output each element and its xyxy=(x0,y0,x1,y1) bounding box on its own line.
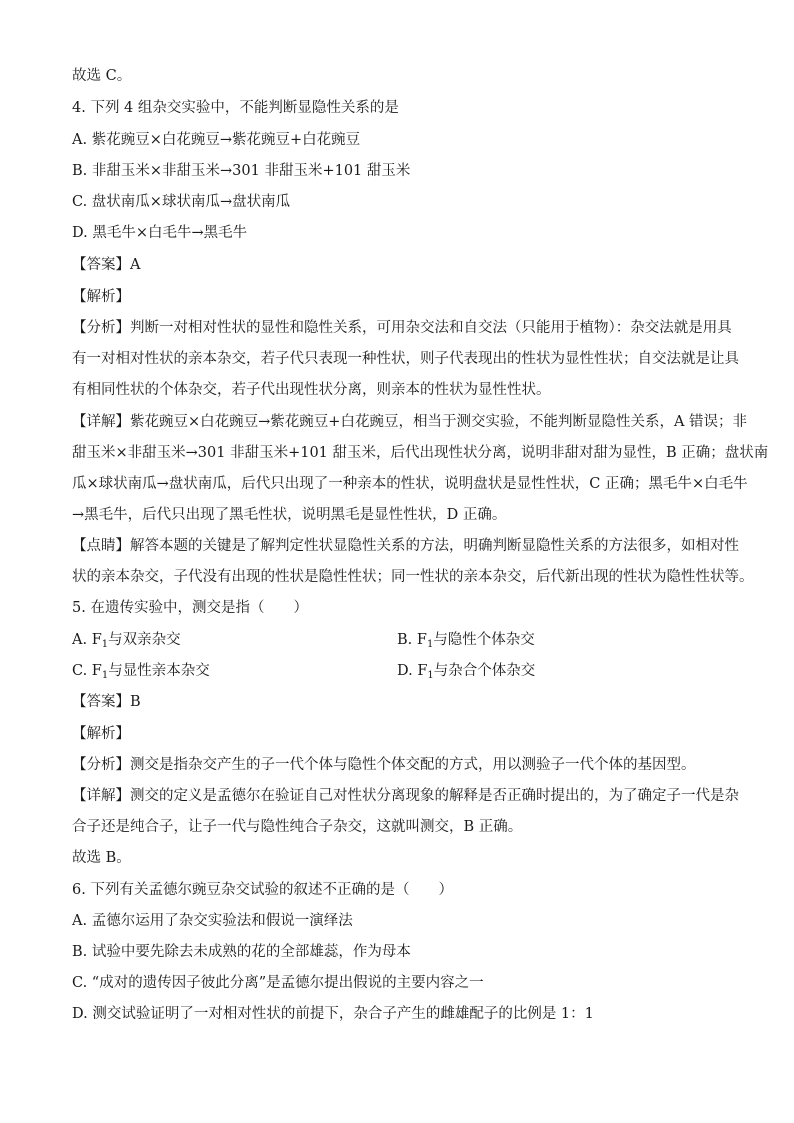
q5-xiangjie-line: 【详解】测交的定义是孟德尔在验证自己对性状分离现象的解释是否正确时提出的，为了确定子一代是杂 xyxy=(72,788,739,804)
q6-option-a: A. 孟德尔运用了杂交实验法和假说一演绎法 xyxy=(72,913,353,929)
q4-fenxi-line: 有相同性状的个体杂交，若子代出现性状分离，则亲本的性状为显性性状。 xyxy=(72,382,551,398)
q5-option-d: D. $F_1$与杂合个体杂交 xyxy=(397,663,536,681)
q4-fenxi-line: 【分析】判断一对相对性状的显性和隐性关系，可用杂交法和自交法（只能用于植物）：杂交法就是用具 xyxy=(72,320,732,336)
q5-answer: 【答案】B xyxy=(72,694,141,710)
q4-option-c: C. 盘状南瓜×球状南瓜→盘状南瓜 xyxy=(72,194,291,210)
q5-option-c: C. $F_1$与显性亲本杂交 xyxy=(72,663,210,681)
q5-option-a: A. $F_1$与双亲杂交 xyxy=(72,632,181,650)
q5-option-b: B. $F_1$与隐性个体杂交 xyxy=(397,632,535,650)
q3-conclusion: 故选 C。 xyxy=(72,68,132,84)
q4-option-d: D. 黑毛牛×白毛牛→黑毛牛 xyxy=(72,225,248,241)
q4-xiangjie-line: 【详解】紫花豌豆×白花豌豆→紫花豌豆+白花豌豆，相当于测交实验，不能判断显隐性关系，A 错误；非 xyxy=(72,414,748,430)
q4-answer: 【答案】A xyxy=(72,257,141,273)
q6-option-b: B. 试验中要先除去未成熟的花的全部雄蕊，作为母本 xyxy=(72,944,411,960)
q4-xiangjie-line: 甜玉米×非甜玉米→301 非甜玉米+101 甜玉米，后代出现性状分离，说明非甜对甜为显性，B 正确；盘状南 xyxy=(72,445,769,461)
q4-stem: 4. 下列 4 组杂交实验中，不能判断显隐性关系的是 xyxy=(72,100,399,116)
q5-analysis-label: 【解析】 xyxy=(72,726,130,742)
q4-xiangjie-line: 瓜×球状南瓜→盘状南瓜，后代只出现了一种亲本的性状，说明盘状是显性性状，C 正确；黑毛牛×白毛牛 xyxy=(72,476,748,492)
q4-analysis-label: 【解析】 xyxy=(72,289,130,305)
q6-stem: 6. 下列有关孟德尔豌豆杂交试验的叙述不正确的是（ ） xyxy=(72,882,453,898)
q4-option-a: A. 紫花豌豆×白花豌豆→紫花豌豆+白花豌豆 xyxy=(72,132,361,148)
q4-xiangjie-line: →黑毛牛，后代只出现了黑毛性状，说明黑毛是显性性状，D 正确。 xyxy=(72,507,507,523)
q5-fenxi: 【分析】测交是指杂交产生的子一代个体与隐性个体交配的方式，用以测验子一代个体的基因型。 xyxy=(72,757,696,773)
q6-option-d: D. 测交试验证明了一对相对性状的前提下，杂合子产生的雌雄配子的比例是 1：1 xyxy=(72,1006,594,1022)
q6-option-c: C. “成对的遗传因子彼此分离”是孟德尔提出假说的主要内容之一 xyxy=(72,975,484,991)
q4-option-b: B. 非甜玉米×非甜玉米→301 非甜玉米+101 甜玉米 xyxy=(72,163,411,179)
q4-fenxi-line: 有一对相对性状的亲本杂交，若子代只表现一种性状，则子代表现出的性状为显性性状；自交法就是让具 xyxy=(72,351,739,367)
q5-xiangjie-line: 合子还是纯合子，让子一代与隐性纯合子杂交，这就叫测交，B 正确。 xyxy=(72,819,523,835)
q4-dianjing-line: 状的亲本杂交，子代没有出现的性状是隐性性状；同一性状的亲本杂交，后代新出现的性状为隐性性状等。 xyxy=(72,569,754,585)
q4-dianjing-line: 【点睛】解答本题的关键是了解判定性状显隐性关系的方法，明确判断显隐性关系的方法很多，如相对性 xyxy=(72,538,739,554)
q5-stem: 5. 在遗传实验中，测交是指（ ） xyxy=(72,600,308,616)
q5-conclusion: 故选 B。 xyxy=(72,850,131,866)
